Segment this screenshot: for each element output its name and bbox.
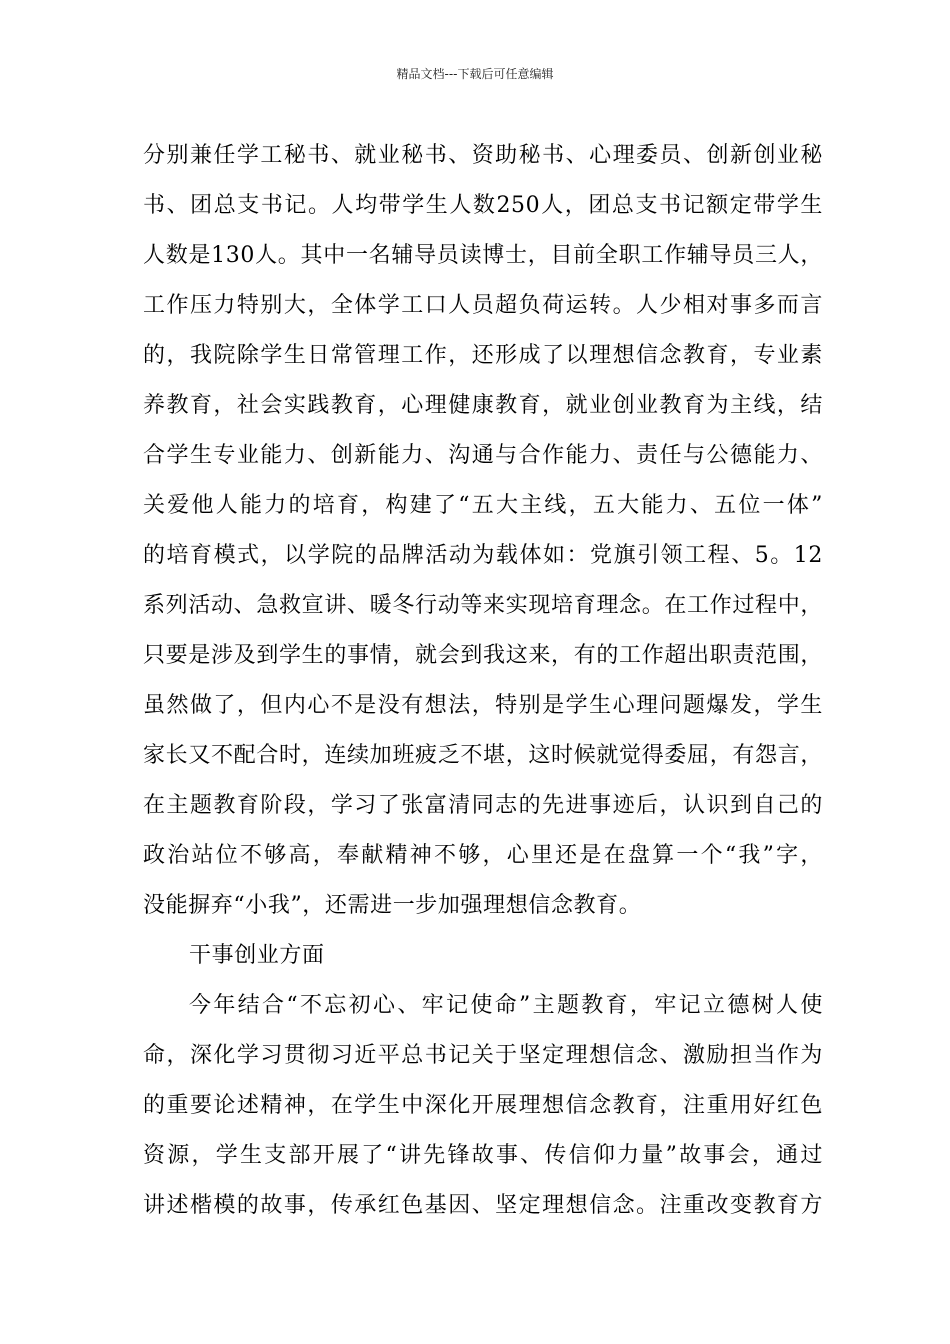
page-header: 精品文档---下载后可任意编辑	[396, 67, 554, 81]
text-line: 书、团总支书记。人均带学生人数250人，团总支书记额定带学生	[143, 193, 823, 218]
text-line: 的重要论述精神，在学生中深化开展理想信念教育，注重用好红色	[143, 1093, 823, 1118]
text-line: 家长又不配合时，连续加班疲乏不堪，这时候就觉得委屈，有怨言，	[143, 743, 823, 768]
text-line: 没能摒弃“小我”，还需进一步加强理想信念教育。	[143, 893, 642, 918]
paragraph-entrepreneurship	[143, 981, 823, 1231]
text-line: 资源，学生支部开展了“讲先锋故事、传信仰力量”故事会，通过	[143, 1143, 823, 1168]
paragraph-responsibilities	[143, 131, 823, 931]
text-line: 养教育，社会实践教育，心理健康教育，就业创业教育为主线，结	[143, 393, 823, 418]
text-line: 合学生专业能力、创新能力、沟通与合作能力、责任与公德能力、	[143, 443, 823, 468]
text-line: 政治站位不够高，奉献精神不够，心里还是在盘算一个“我”字，	[143, 843, 823, 868]
text-line: 的培育模式，以学院的品牌活动为载体如：党旗引领工程、5。12	[143, 543, 823, 568]
text-line: 只要是涉及到学生的事情，就会到我这来，有的工作超出职责范围，	[143, 643, 823, 668]
text-line: 虽然做了，但内心不是没有想法，特别是学生心理问题爆发，学生	[143, 693, 823, 718]
text-line: 的，我院除学生日常管理工作，还形成了以理想信念教育，专业素	[143, 343, 823, 368]
text-line: 命，深化学习贯彻习近平总书记关于坚定理想信念、激励担当作为	[143, 1043, 823, 1068]
text-line: 系列活动、急救宣讲、暖冬行动等来实现培育理念。在工作过程中，	[143, 593, 823, 618]
text-line: 分别兼任学工秘书、就业秘书、资助秘书、心理委员、创新创业秘	[143, 143, 823, 168]
text-line: 人数是130人。其中一名辅导员读博士，目前全职工作辅导员三人，	[143, 243, 823, 268]
text-line: 今年结合“不忘初心、牢记使命”主题教育，牢记立德树人使	[189, 993, 823, 1018]
text-line: 在主题教育阶段，学习了张富清同志的先进事迹后，认识到自己的	[143, 793, 823, 818]
text-line: 关爱他人能力的培育，构建了“五大主线，五大能力、五位一体”	[143, 493, 823, 518]
document-body	[143, 131, 823, 1231]
text-line: 工作压力特别大，全体学工口人员超负荷运转。人少相对事多而言	[143, 293, 823, 318]
section-heading: 干事创业方面	[189, 943, 325, 968]
text-line: 讲述楷模的故事，传承红色基因、坚定理想信念。注重改变教育方	[143, 1193, 823, 1218]
